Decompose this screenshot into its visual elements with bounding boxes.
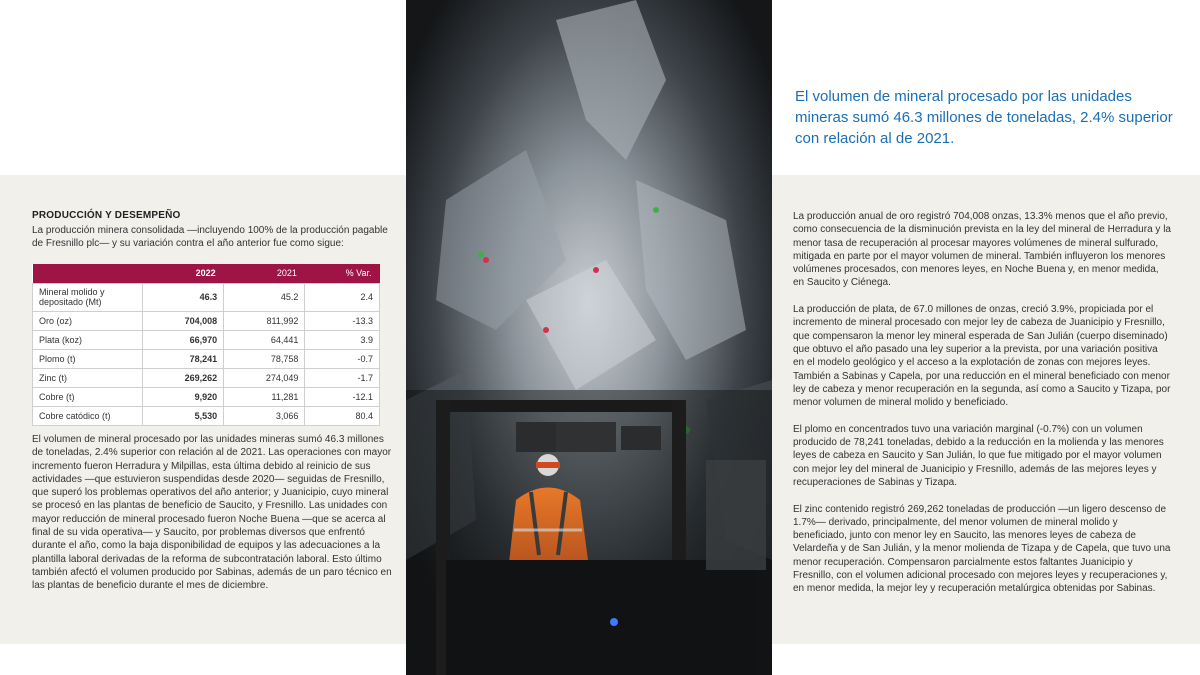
row-value-2022: 9,920 xyxy=(143,387,224,406)
table-row xyxy=(33,283,380,311)
table-header-var: % Var. xyxy=(305,264,380,283)
row-value-var: -12.1 xyxy=(305,387,380,406)
right-column xyxy=(793,210,1171,609)
paragraph-silver: La producción de plata, de 67.0 millones de onzas, creció 3.9%, propiciada por el incremento de mineral procesado con mejor ley de cabeza de Juanicipio y Fresnillo, que compensaron la menor ley mineral esperada de San Julián (cuerpo diseminado) que obtuvo el año pasado una ley superior a la prevista, por una variación positiva en el modelo geológico y el acceso a la explotación de zonas con mejores leyes. También a Sabinas y Capela, por una reducción en el mineral beneficiado con menor ley de cabeza y menor recuperación en la segunda, así como a Saucito y Tizapa, por menor volumen de mineral molido y beneficiado. xyxy=(793,304,1171,409)
row-value-var: -13.3 xyxy=(305,311,380,330)
row-value-2021: 64,441 xyxy=(224,330,305,349)
row-value-var: -0.7 xyxy=(305,349,380,368)
row-value-2022: 46.3 xyxy=(143,283,224,311)
row-value-2022: 5,530 xyxy=(143,406,224,425)
row-value-2021: 45.2 xyxy=(224,283,305,311)
section-title: PRODUCCIÓN Y DESEMPEÑO xyxy=(32,210,181,221)
row-value-2022: 66,970 xyxy=(143,330,224,349)
row-value-var: 80.4 xyxy=(305,406,380,425)
pull-quote: El volumen de mineral procesado por las unidades mineras sumó 46.3 millones de toneladas, 2.4% superior con relación al de 2021. xyxy=(795,88,1173,147)
table-row xyxy=(33,311,380,330)
paragraph-lead: El plomo en concentrados tuvo una variación marginal (-0.7%) con un volumen producido de 78,241 toneladas, debido a la reducción en la molienda y las menores leyes de cabeza en Saucito y San Julián, lo que fue mitigado por el mayor volumen con mejor ley del mineral de Juanicipio y Fresnillo, además de las mejores leyes y recuperaciones de Sabinas y Tizapa. xyxy=(793,423,1164,488)
row-label: Oro (oz) xyxy=(33,311,143,330)
row-label: Mineral molido y depositado (Mt) xyxy=(33,283,143,311)
row-value-var: 2.4 xyxy=(305,283,380,311)
row-value-var: -1.7 xyxy=(305,368,380,387)
row-label: Plomo (t) xyxy=(33,349,143,368)
table-row xyxy=(33,349,380,368)
row-value-2021: 78,758 xyxy=(224,349,305,368)
row-label: Cobre catódico (t) xyxy=(33,406,143,425)
table-row xyxy=(33,387,380,406)
row-value-2021: 3,066 xyxy=(224,406,305,425)
paragraph-gold: La producción anual de oro registró 704,008 onzas, 13.3% menos que el año previo, como consecuencia de la disminución prevista en la ley del mineral de Herradura y la menor tasa de recuperación al procesar mayores volúmenes de mineral sulfurado, mitigada en parte por el mayor volumen de mineral. También influyeron los menores volúmenes procesados, con menores leyes, en Noche Buena y, en menor medida, en Saucito y Ciénega. xyxy=(793,211,1171,289)
table-row xyxy=(33,330,380,349)
table-header-row xyxy=(33,264,380,283)
table-header-2022: 2022 xyxy=(143,264,224,283)
row-value-2021: 11,281 xyxy=(224,387,305,406)
row-label: Cobre (t) xyxy=(33,387,143,406)
table-row xyxy=(33,406,380,425)
row-value-var: 3.9 xyxy=(305,330,380,349)
table-row xyxy=(33,368,380,387)
row-value-2021: 274,049 xyxy=(224,368,305,387)
table-header-label xyxy=(33,264,143,283)
row-label: Plata (koz) xyxy=(33,330,143,349)
section-intro: La producción minera consolidada —incluyendo 100% de la producción pagable de Fresnillo plc— y su variación contra el año anterior fue como sigue: xyxy=(32,225,388,249)
left-column xyxy=(32,210,392,250)
production-table xyxy=(32,264,380,426)
mine-photo xyxy=(406,0,772,675)
row-value-2021: 811,992 xyxy=(224,311,305,330)
table-header-2021: 2021 xyxy=(224,264,305,283)
mine-tunnel-illustration xyxy=(406,0,772,675)
row-value-2022: 704,008 xyxy=(143,311,224,330)
row-label: Zinc (t) xyxy=(33,368,143,387)
left-paragraph: El volumen de mineral procesado por las unidades mineras sumó 46.3 millones de toneladas, 2.4% superior con relación al de 2021. Las operaciones con mayor incremento fueron Herradura y Milpillas, esta última debido al reinicio de sus actividades —que estuvieron suspendidas desde 2020— seguidas de Fresnillo, que superó los problemas operativos del año anterior; y Juanicipio, cuyo mineral se procesó en las plantas de beneficio de Saucito, y Fresnillo. Las unidades con mayor reducción de mineral procesado fueron Noche Buena —que se acerca al final de su vida operativa— y Saucito, por problemas diversos que enfrentó durante el año, como la baja disponibilidad de equipos y las adecuaciones a la plantilla laboral derivadas de la reforma de subcontratación laboral. Esto último también afectó el volumen producido por Sabinas, además de un paro técnico en las plantas de beneficio durante el mes de diciembre. xyxy=(32,434,392,592)
row-value-2022: 78,241 xyxy=(143,349,224,368)
paragraph-zinc: El zinc contenido registró 269,262 toneladas de producción —un ligero descenso de 1.7%— derivado, principalmente, del menor volumen de mineral molido y beneficiado, junto con menor ley en Saucito, las menores leyes de cabeza de Velardeña y de San Julián, y la menor molienda de Tizapa y de Capela, que tuvo una menor recuperación. Compensaron parcialmente estos faltantes Juanicipio y Fresnillo, con el volumen adicional procesado con mejores leyes y recuperaciones y, en menor medida, la mejor ley y recuperación metalúrgica obtenidas por Sabinas. xyxy=(793,503,1171,595)
row-value-2022: 269,262 xyxy=(143,368,224,387)
